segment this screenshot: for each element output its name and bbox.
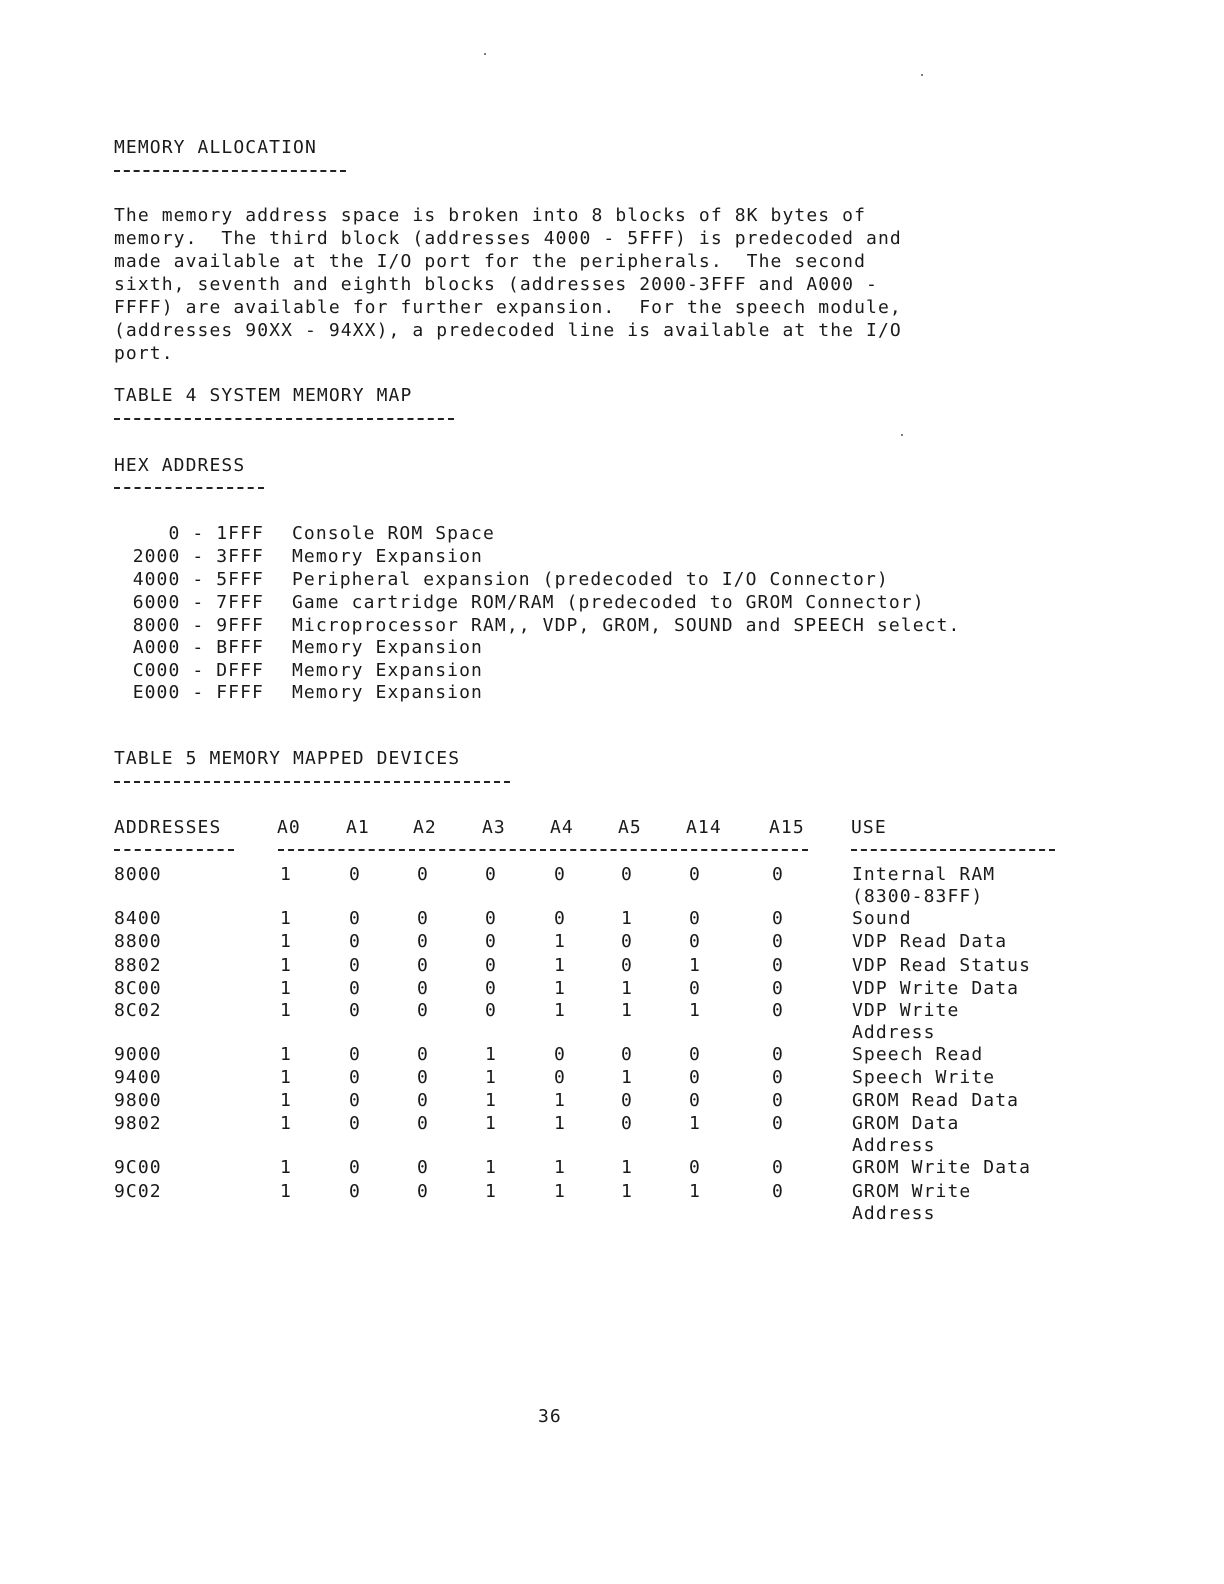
device-use: GROM Read Data (852, 1090, 1020, 1111)
page-number: 36 (538, 1406, 562, 1427)
header-a14: A14 (686, 817, 722, 838)
device-use-continued: Address (852, 1135, 936, 1156)
header-a15: A15 (769, 817, 805, 838)
address-bit: 0 (689, 908, 701, 929)
device-use: VDP Write Data (852, 978, 1020, 999)
address-bit: 1 (554, 1090, 566, 1111)
address-bit: 1 (280, 864, 292, 885)
device-use: Speech Read (852, 1044, 984, 1065)
header-a2: A2 (413, 817, 437, 838)
address-bit: 0 (349, 1067, 361, 1088)
address-bit: 1 (554, 978, 566, 999)
device-use-continued: Address (852, 1203, 936, 1224)
device-use: VDP Read Status (852, 955, 1032, 976)
address-bit: 0 (772, 1090, 784, 1111)
address-bit: 1 (621, 1157, 633, 1178)
address-bit: 1 (280, 1090, 292, 1111)
paragraph-line: made available at the I/O port for the peripherals. The second (114, 251, 867, 272)
address-bit: 1 (621, 908, 633, 929)
range-description: Peripheral expansion (predecoded to I/O Connector) (292, 569, 889, 590)
address-bit: 1 (280, 931, 292, 952)
device-address: 8C02 (114, 1000, 162, 1021)
address-bit: 0 (417, 1181, 429, 1202)
address-bit: 1 (485, 1181, 497, 1202)
hex-range: 2000 - 3FFF (132, 546, 264, 567)
address-bit: 0 (485, 908, 497, 929)
address-bit: 0 (417, 955, 429, 976)
device-use: Internal RAM (852, 864, 996, 885)
device-address: 8C00 (114, 978, 162, 999)
address-bit: 0 (689, 1157, 701, 1178)
section-title: MEMORY ALLOCATION (114, 137, 317, 158)
address-bit: 1 (280, 1044, 292, 1065)
header-a5: A5 (618, 817, 642, 838)
address-bit: 1 (621, 978, 633, 999)
paragraph-line: port. (114, 343, 174, 364)
address-bit: 0 (417, 864, 429, 885)
table4-title: TABLE 4 SYSTEM MEMORY MAP (114, 385, 413, 406)
address-bit: 0 (349, 1090, 361, 1111)
paragraph-line: FFFF) are available for further expansion. For the speech module, (114, 297, 902, 318)
hex-range: 0 - 1FFF (168, 523, 264, 544)
address-bit: 0 (621, 931, 633, 952)
header-a1: A1 (346, 817, 370, 838)
address-bit: 0 (772, 1181, 784, 1202)
header-a0: A0 (277, 817, 301, 838)
address-bit: 0 (349, 1000, 361, 1021)
hex-range: 8000 - 9FFF (132, 615, 264, 636)
address-bit: 1 (689, 1113, 701, 1134)
address-bit: 1 (621, 1181, 633, 1202)
address-bit: 0 (349, 955, 361, 976)
address-bit: 0 (485, 864, 497, 885)
address-bit: 1 (280, 1157, 292, 1178)
device-address: 9000 (114, 1044, 162, 1065)
address-bit: 1 (280, 1000, 292, 1021)
address-bit: 1 (554, 1000, 566, 1021)
address-bit: 0 (621, 955, 633, 976)
hex-range: A000 - BFFF (132, 637, 264, 658)
address-bit: 1 (280, 908, 292, 929)
address-bit: 0 (417, 1090, 429, 1111)
device-use: GROM Write Data (852, 1157, 1032, 1178)
address-bit: 1 (280, 1181, 292, 1202)
address-bit: 1 (621, 1067, 633, 1088)
address-bit: 0 (554, 1067, 566, 1088)
scan-speck (921, 74, 923, 76)
address-bit: 0 (417, 978, 429, 999)
device-address: 9802 (114, 1113, 162, 1134)
address-bit: 0 (349, 864, 361, 885)
table5-title: TABLE 5 MEMORY MAPPED DEVICES (114, 748, 461, 769)
address-bit: 1 (280, 1067, 292, 1088)
address-bit: 0 (621, 1090, 633, 1111)
address-bit: 0 (772, 1067, 784, 1088)
address-bit: 0 (417, 1113, 429, 1134)
header-addresses: ADDRESSES (114, 817, 222, 838)
address-bit: 0 (689, 978, 701, 999)
device-use: VDP Read Data (852, 931, 1008, 952)
address-bit: 0 (772, 931, 784, 952)
address-bit: 0 (349, 1157, 361, 1178)
table4-title-underline (114, 418, 454, 420)
table4-header-underline (114, 487, 264, 489)
address-bit: 0 (417, 1044, 429, 1065)
address-bit: 0 (349, 978, 361, 999)
address-bit: 0 (417, 1000, 429, 1021)
addresses-underline (114, 849, 234, 851)
range-description: Console ROM Space (292, 523, 495, 544)
address-bit: 0 (349, 1113, 361, 1134)
address-bit: 0 (485, 978, 497, 999)
address-bit: 0 (621, 864, 633, 885)
paragraph-line: (addresses 90XX - 94XX), a predecoded line is available at the I/O (114, 320, 902, 341)
address-bit: 0 (554, 864, 566, 885)
paragraph-line: The memory address space is broken into 8 blocks of 8K bytes of (114, 205, 867, 226)
address-bit: 0 (554, 908, 566, 929)
device-address: 9C00 (114, 1157, 162, 1178)
range-description: Memory Expansion (292, 546, 483, 567)
range-description: Microprocessor RAM,, VDP, GROM, SOUND and SPEECH select. (292, 615, 961, 636)
address-bit: 0 (772, 1044, 784, 1065)
range-description: Memory Expansion (292, 660, 483, 681)
address-bit: 0 (772, 1000, 784, 1021)
address-bit: 1 (554, 931, 566, 952)
address-bit: 1 (689, 1000, 701, 1021)
address-bit: 1 (280, 978, 292, 999)
address-bit: 0 (349, 1044, 361, 1065)
address-bit: 1 (689, 1181, 701, 1202)
device-address: 8400 (114, 908, 162, 929)
address-bit: 0 (689, 1044, 701, 1065)
address-bit: 0 (689, 1090, 701, 1111)
device-use: Speech Write (852, 1067, 996, 1088)
address-bit: 0 (689, 864, 701, 885)
device-address: 8000 (114, 864, 162, 885)
address-bit: 0 (417, 908, 429, 929)
device-use-continued: (8300-83FF) (852, 886, 984, 907)
device-use: GROM Data (852, 1113, 960, 1134)
hex-range: E000 - FFFF (132, 682, 264, 703)
device-use-continued: Address (852, 1022, 936, 1043)
address-bit: 1 (554, 955, 566, 976)
address-bit: 0 (485, 931, 497, 952)
use-underline (851, 849, 1055, 851)
range-description: Memory Expansion (292, 637, 483, 658)
address-bit: 1 (554, 1181, 566, 1202)
address-bit: 0 (621, 1044, 633, 1065)
header-a3: A3 (482, 817, 506, 838)
device-address: 8800 (114, 931, 162, 952)
address-bit: 1 (554, 1157, 566, 1178)
intro-paragraph (114, 204, 1034, 365)
address-bit: 1 (485, 1090, 497, 1111)
address-bit: 0 (417, 1157, 429, 1178)
address-bit: 1 (485, 1067, 497, 1088)
address-bit: 0 (772, 955, 784, 976)
hex-range: C000 - DFFF (132, 660, 264, 681)
address-bit: 0 (689, 1067, 701, 1088)
address-bit: 0 (772, 978, 784, 999)
address-bit: 0 (417, 1067, 429, 1088)
address-bit: 0 (485, 1000, 497, 1021)
table4-column-header: HEX ADDRESS (114, 455, 246, 476)
device-address: 9800 (114, 1090, 162, 1111)
address-bit: 0 (621, 1113, 633, 1134)
address-bit: 0 (772, 908, 784, 929)
address-bit: 1 (689, 955, 701, 976)
bits-underline (278, 849, 808, 851)
address-bit: 1 (485, 1044, 497, 1065)
range-description: Memory Expansion (292, 682, 483, 703)
device-address: 9400 (114, 1067, 162, 1088)
scan-speck (901, 434, 903, 436)
address-bit: 0 (349, 908, 361, 929)
device-address: 9C02 (114, 1181, 162, 1202)
header-a4: A4 (550, 817, 574, 838)
address-bit: 0 (485, 955, 497, 976)
address-bit: 1 (280, 955, 292, 976)
range-description: Game cartridge ROM/RAM (predecoded to GROM Connector) (292, 592, 925, 613)
address-bit: 0 (689, 931, 701, 952)
scan-speck (484, 53, 486, 55)
hex-range: 6000 - 7FFF (132, 592, 264, 613)
address-bit: 0 (772, 1157, 784, 1178)
address-bit: 0 (554, 1044, 566, 1065)
address-bit: 0 (772, 1113, 784, 1134)
address-bit: 0 (417, 931, 429, 952)
paragraph-line: memory. The third block (addresses 4000 - 5FFF) is predecoded and (114, 228, 902, 249)
address-bit: 1 (621, 1000, 633, 1021)
address-bit: 1 (485, 1157, 497, 1178)
device-use: VDP Write (852, 1000, 960, 1021)
hex-range: 4000 - 5FFF (132, 569, 264, 590)
address-bit: 1 (280, 1113, 292, 1134)
address-bit: 1 (485, 1113, 497, 1134)
paragraph-line: sixth, seventh and eighth blocks (addresses 2000-3FFF and A000 - (114, 274, 878, 295)
section-title-underline (114, 170, 346, 172)
device-address: 8802 (114, 955, 162, 976)
address-bit: 0 (772, 864, 784, 885)
address-bit: 0 (349, 1181, 361, 1202)
header-use: USE (851, 817, 887, 838)
device-use: GROM Write (852, 1181, 972, 1202)
device-use: Sound (852, 908, 912, 929)
address-bit: 1 (554, 1113, 566, 1134)
address-bit: 0 (349, 931, 361, 952)
table5-title-underline (114, 781, 510, 783)
